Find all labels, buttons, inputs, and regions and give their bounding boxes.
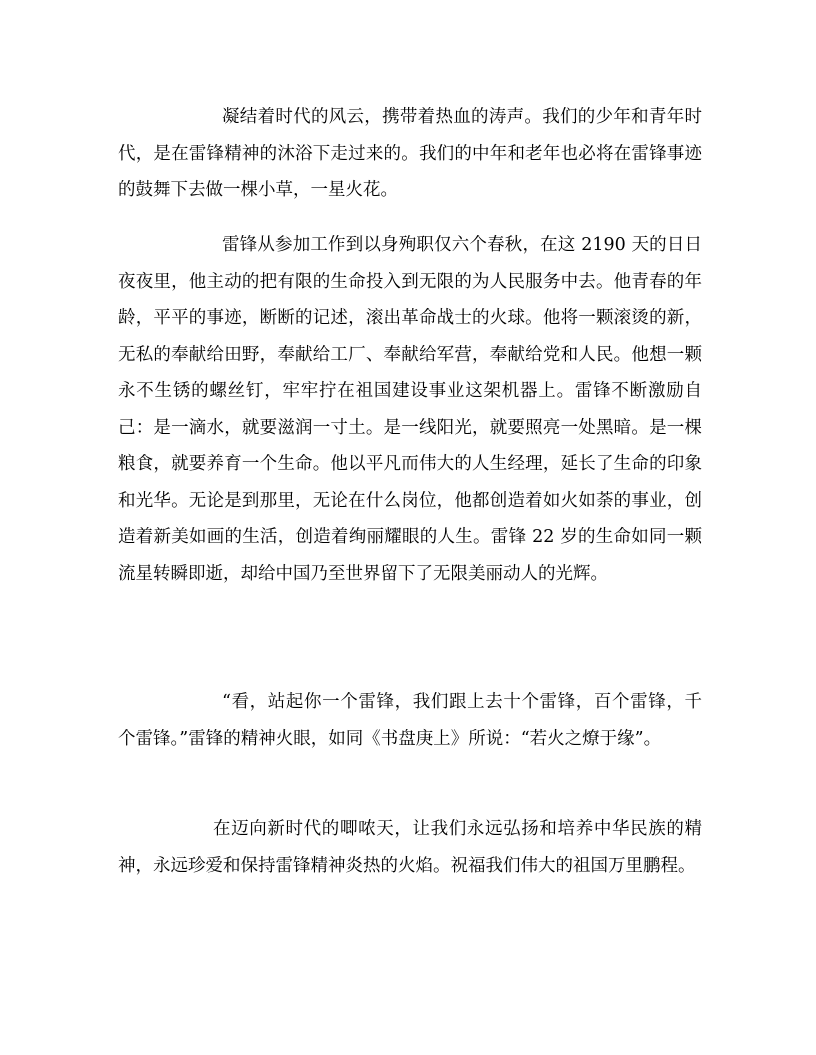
paragraph-2: 雷锋从参加工作到以身殉职仅六个春秋，在这 2190 天的日日夜夜里，他主动的把有限的生命投入到无限的为人民服务中去。他青春的年龄，平平的事迹，断断的记述，滚出革命战士的火球。他将一颗滚烫的新，无私的奉献给田野，奉献给工厂、奉献给军营，奉献给党和人民。他想一颗永不生锈的螺丝钉，牢牢拧在祖国建设事业这架机器上。雷锋不断激励自己：是一滴水，就要滋润一寸土。是一线阳光，就要照亮一处黑暗。是一棵粮食，就要养育一个生命。他以平凡而伟大的人生经理，延长了生命的印象和光华。无论是到那里，无论在什么岗位，他都创造着如火如荼的事业，创造着新美如画的生活，创造着绚丽耀眼的人生。雷锋 22 岁的生命如同一颗流星转瞬即逝，却给中国乃至世界留下了无限美丽动人的光辉。 (118, 235, 702, 584)
paragraph-1: 凝结着时代的风云，携带着热血的涛声。我们的少年和青年时代，是在雷锋精神的沐浴下走过来的。我们的中年和老年也必将在雷锋事迹的鼓舞下去做一棵小草，一星火花。 (118, 107, 702, 200)
paragraph-3: “看，站起你一个雷锋，我们跟上去十个雷锋，百个雷锋，千个雷锋。”雷锋的精神火眼，如同《书盘庚上》所说：“若火之燎于缘”。 (118, 692, 702, 749)
paragraph-4: 在迈向新时代的唧哝天，让我们永远弘扬和培养中华民族的精神，永远珍爱和保持雷锋精神炎热的火焰。祝福我们伟大的祖国万里鹏程。 (118, 819, 702, 876)
